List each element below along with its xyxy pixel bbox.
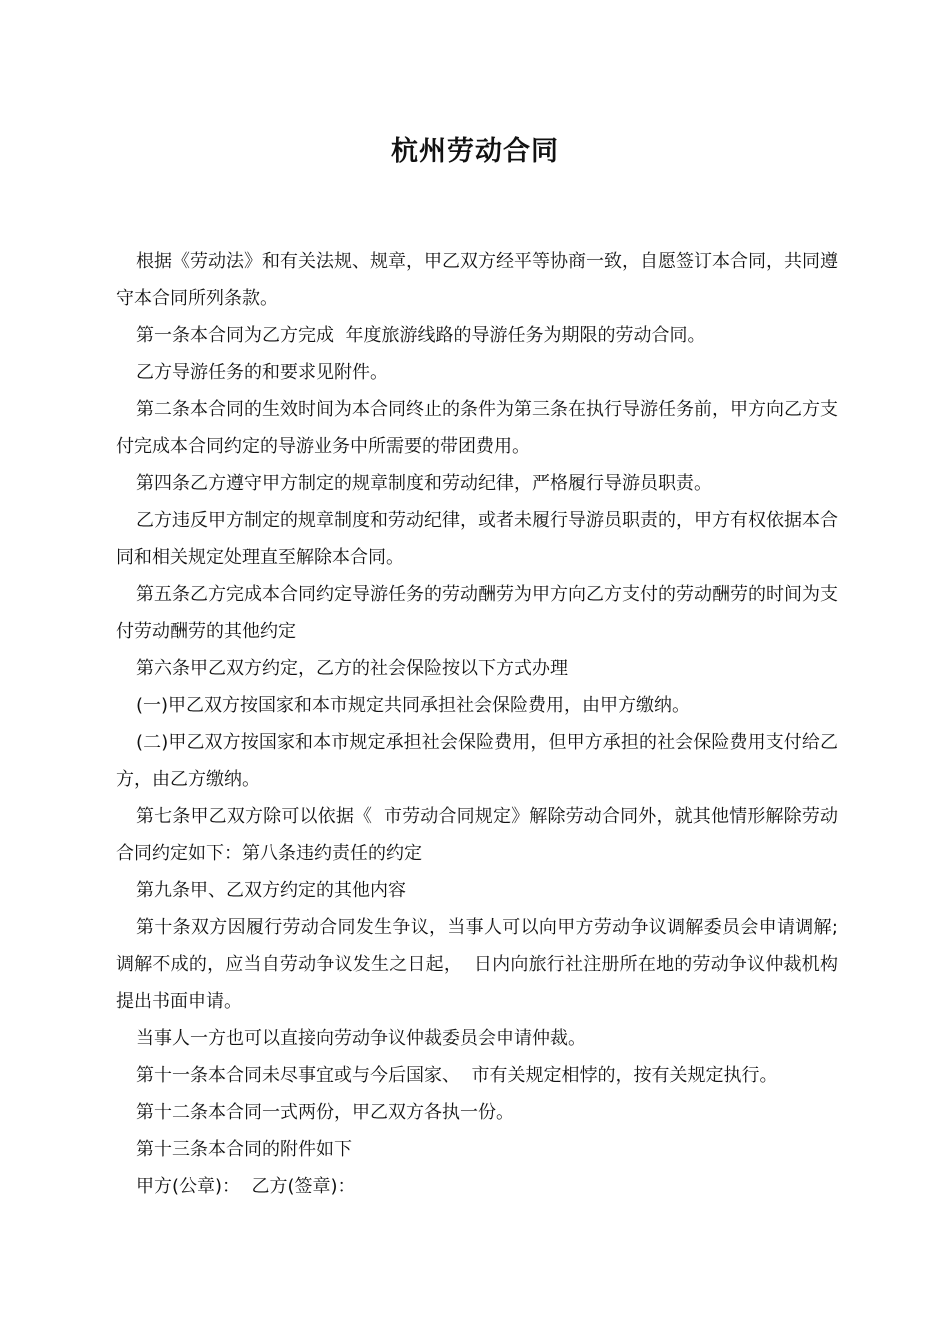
paragraph-article-7: 第七条甲乙双方除可以依据《 市劳动合同规定》解除劳动合同外，就其他情形解除劳动合同约定如下：第八条违约责任的约定 — [116, 806, 838, 864]
paragraph-article-12: 第十二条本合同一式两份，甲乙双方各执一份。 — [136, 1102, 514, 1123]
paragraph-article-13: 第十三条本合同的附件如下 — [136, 1139, 352, 1160]
document-title: 杭州劳动合同 — [391, 136, 559, 167]
document-body — [116, 243, 838, 1205]
paragraph-preamble: 根据《劳动法》和有关法规、规章，甲乙双方经平等协商一致，自愿签订本合同，共同遵守本合同所列条款。 — [116, 251, 838, 309]
paragraph-signatures: 甲方(公章)： 乙方(签章)： — [136, 1176, 356, 1197]
paragraph-arbitration: 当事人一方也可以直接向劳动争议仲裁委员会申请仲裁。 — [136, 1028, 586, 1049]
paragraph-article-1: 第一条本合同为乙方完成 年度旅游线路的导游任务为期限的劳动合同。 — [136, 325, 706, 346]
paragraph-insurance-option-2: (二)甲乙双方按国家和本市规定承担社会保险费用，但甲方承担的社会保险费用支付给乙方，由乙方缴纳。 — [116, 732, 838, 790]
paragraph-article-5: 第五条乙方完成本合同约定导游任务的劳动酬劳为甲方向乙方支付的劳动酬劳的时间为支付劳动酬劳的其他约定 — [116, 584, 838, 642]
paragraph-article-2: 第二条本合同的生效时间为本合同终止的条件为第三条在执行导游任务前，甲方向乙方支付完成本合同约定的导游业务中所需要的带团费用。 — [116, 399, 838, 457]
paragraph-article-11: 第十一条本合同未尽事宜或与今后国家、 市有关规定相悖的，按有关规定执行。 — [136, 1065, 778, 1086]
paragraph-insurance-option-1: (一)甲乙双方按国家和本市规定共同承担社会保险费用，由甲方缴纳。 — [136, 695, 691, 716]
paragraph-violation: 乙方违反甲方制定的规章制度和劳动纪律，或者未履行导游员职责的，甲方有权依据本合同和相关规定处理直至解除本合同。 — [116, 510, 838, 568]
paragraph-article-6: 第六条甲乙双方约定，乙方的社会保险按以下方式办理 — [136, 658, 568, 679]
paragraph-article-10: 第十条双方因履行劳动合同发生争议，当事人可以向甲方劳动争议调解委员会申请调解;调解不成的，应当自劳动争议发生之日起， 日内向旅行社注册所在地的劳动争议仲裁机构提出书面申请。 — [116, 917, 838, 1012]
paragraph-tour-requirements: 乙方导游任务的和要求见附件。 — [136, 362, 388, 383]
paragraph-article-9: 第九条甲、乙双方约定的其他内容 — [136, 880, 406, 901]
paragraph-article-4: 第四条乙方遵守甲方制定的规章制度和劳动纪律，严格履行导游员职责。 — [136, 473, 712, 494]
